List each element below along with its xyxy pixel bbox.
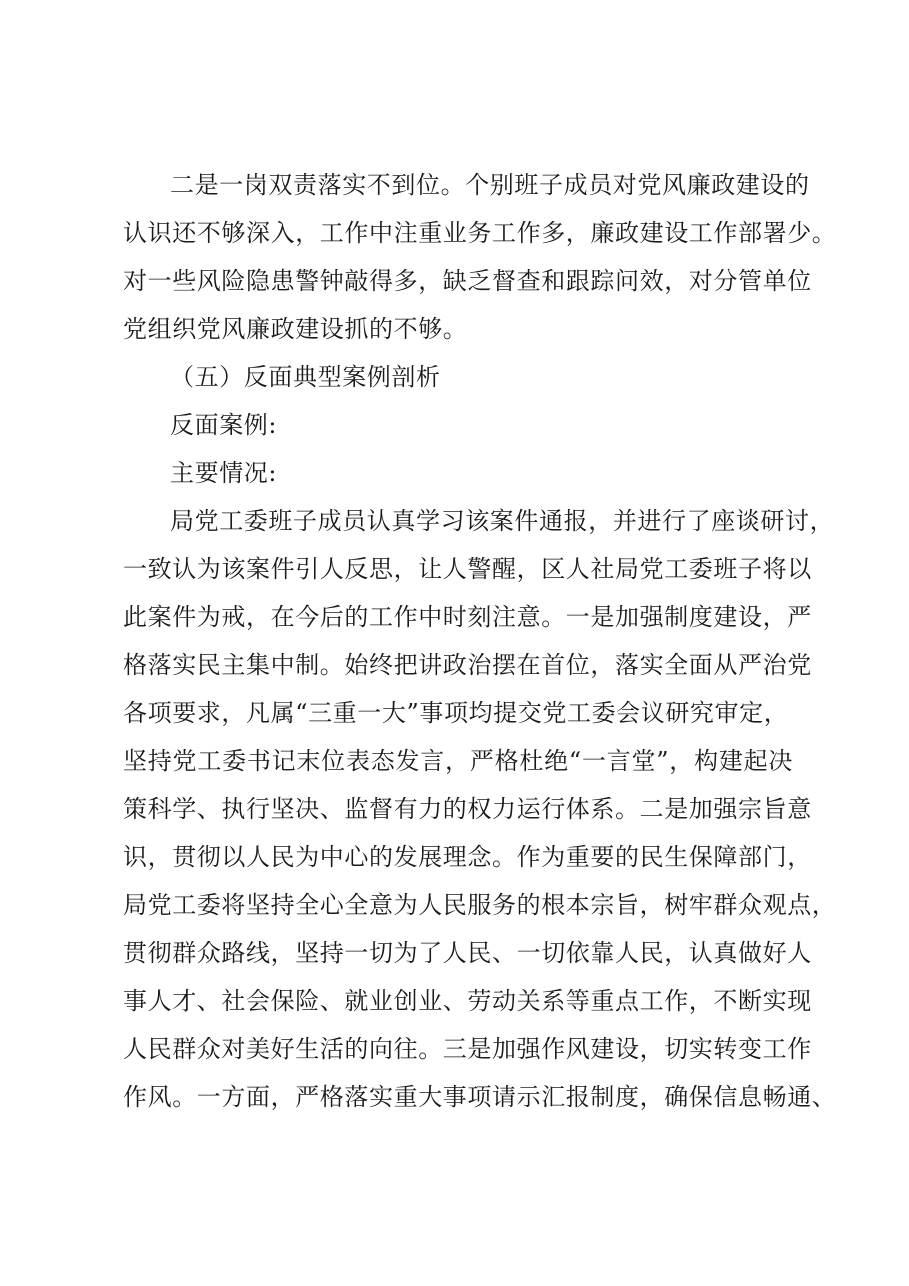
- paragraph-line: 作风。一方面，严格落实重大事项请示汇报制度，确保信息畅通、: [123, 1083, 837, 1111]
- paragraph-line: 贯彻群众路线，坚持一切为了人民、一切依靠人民，认真做好人: [123, 939, 812, 967]
- situation-label: 主要情况:: [170, 459, 278, 487]
- paragraph-line: 党组织党风廉政建设抓的不够。: [123, 315, 468, 343]
- paragraph-line: 对一些风险隐患警钟敲得多，缺乏督查和跟踪问效，对分管单位: [123, 267, 812, 295]
- paragraph-line: 一致认为该案件引人反思，让人警醒，区人社局党工委班子将以: [123, 555, 812, 583]
- paragraph-line: 坚持党工委书记末位表态发言，严格杜绝“一言堂”，构建起决: [123, 747, 793, 775]
- paragraph-line: 策科学、执行坚决、监督有力的权力运行体系。二是加强宗旨意: [123, 795, 812, 823]
- paragraph-line: 格落实民主集中制。始终把讲政治摆在首位，落实全面从严治党: [123, 651, 812, 679]
- paragraph-line: 各项要求，凡属“三重一大”事项均提交党工委会议研究审定，: [123, 699, 789, 727]
- paragraph-line: 事人才、社会保险、就业创业、劳动关系等重点工作，不断实现: [123, 987, 812, 1015]
- paragraph-line: 局党工委班子成员认真学习该案件通报，并进行了座谈研讨，: [170, 507, 835, 535]
- paragraph-line: 人民群众对美好生活的向往。三是加强作风建设，切实转变工作: [123, 1035, 812, 1063]
- section-heading: （五）反面典型案例剖析: [170, 363, 441, 391]
- case-label: 反面案例:: [170, 411, 278, 439]
- paragraph-line: 认识还不够深入，工作中注重业务工作多，廉政建设工作部署少。: [123, 219, 837, 247]
- paragraph-line: 识，贯彻以人民为中心的发展理念。作为重要的民生保障部门，: [123, 843, 812, 871]
- paragraph-line: 二是一岗双责落实不到位。个别班子成员对党风廉政建设的: [170, 171, 810, 199]
- paragraph-line: 局党工委将坚持全心全意为人民服务的根本宗旨，树牢群众观点，: [123, 891, 837, 919]
- paragraph-line: 此案件为戒，在今后的工作中时刻注意。一是加强制度建设，严: [123, 603, 812, 631]
